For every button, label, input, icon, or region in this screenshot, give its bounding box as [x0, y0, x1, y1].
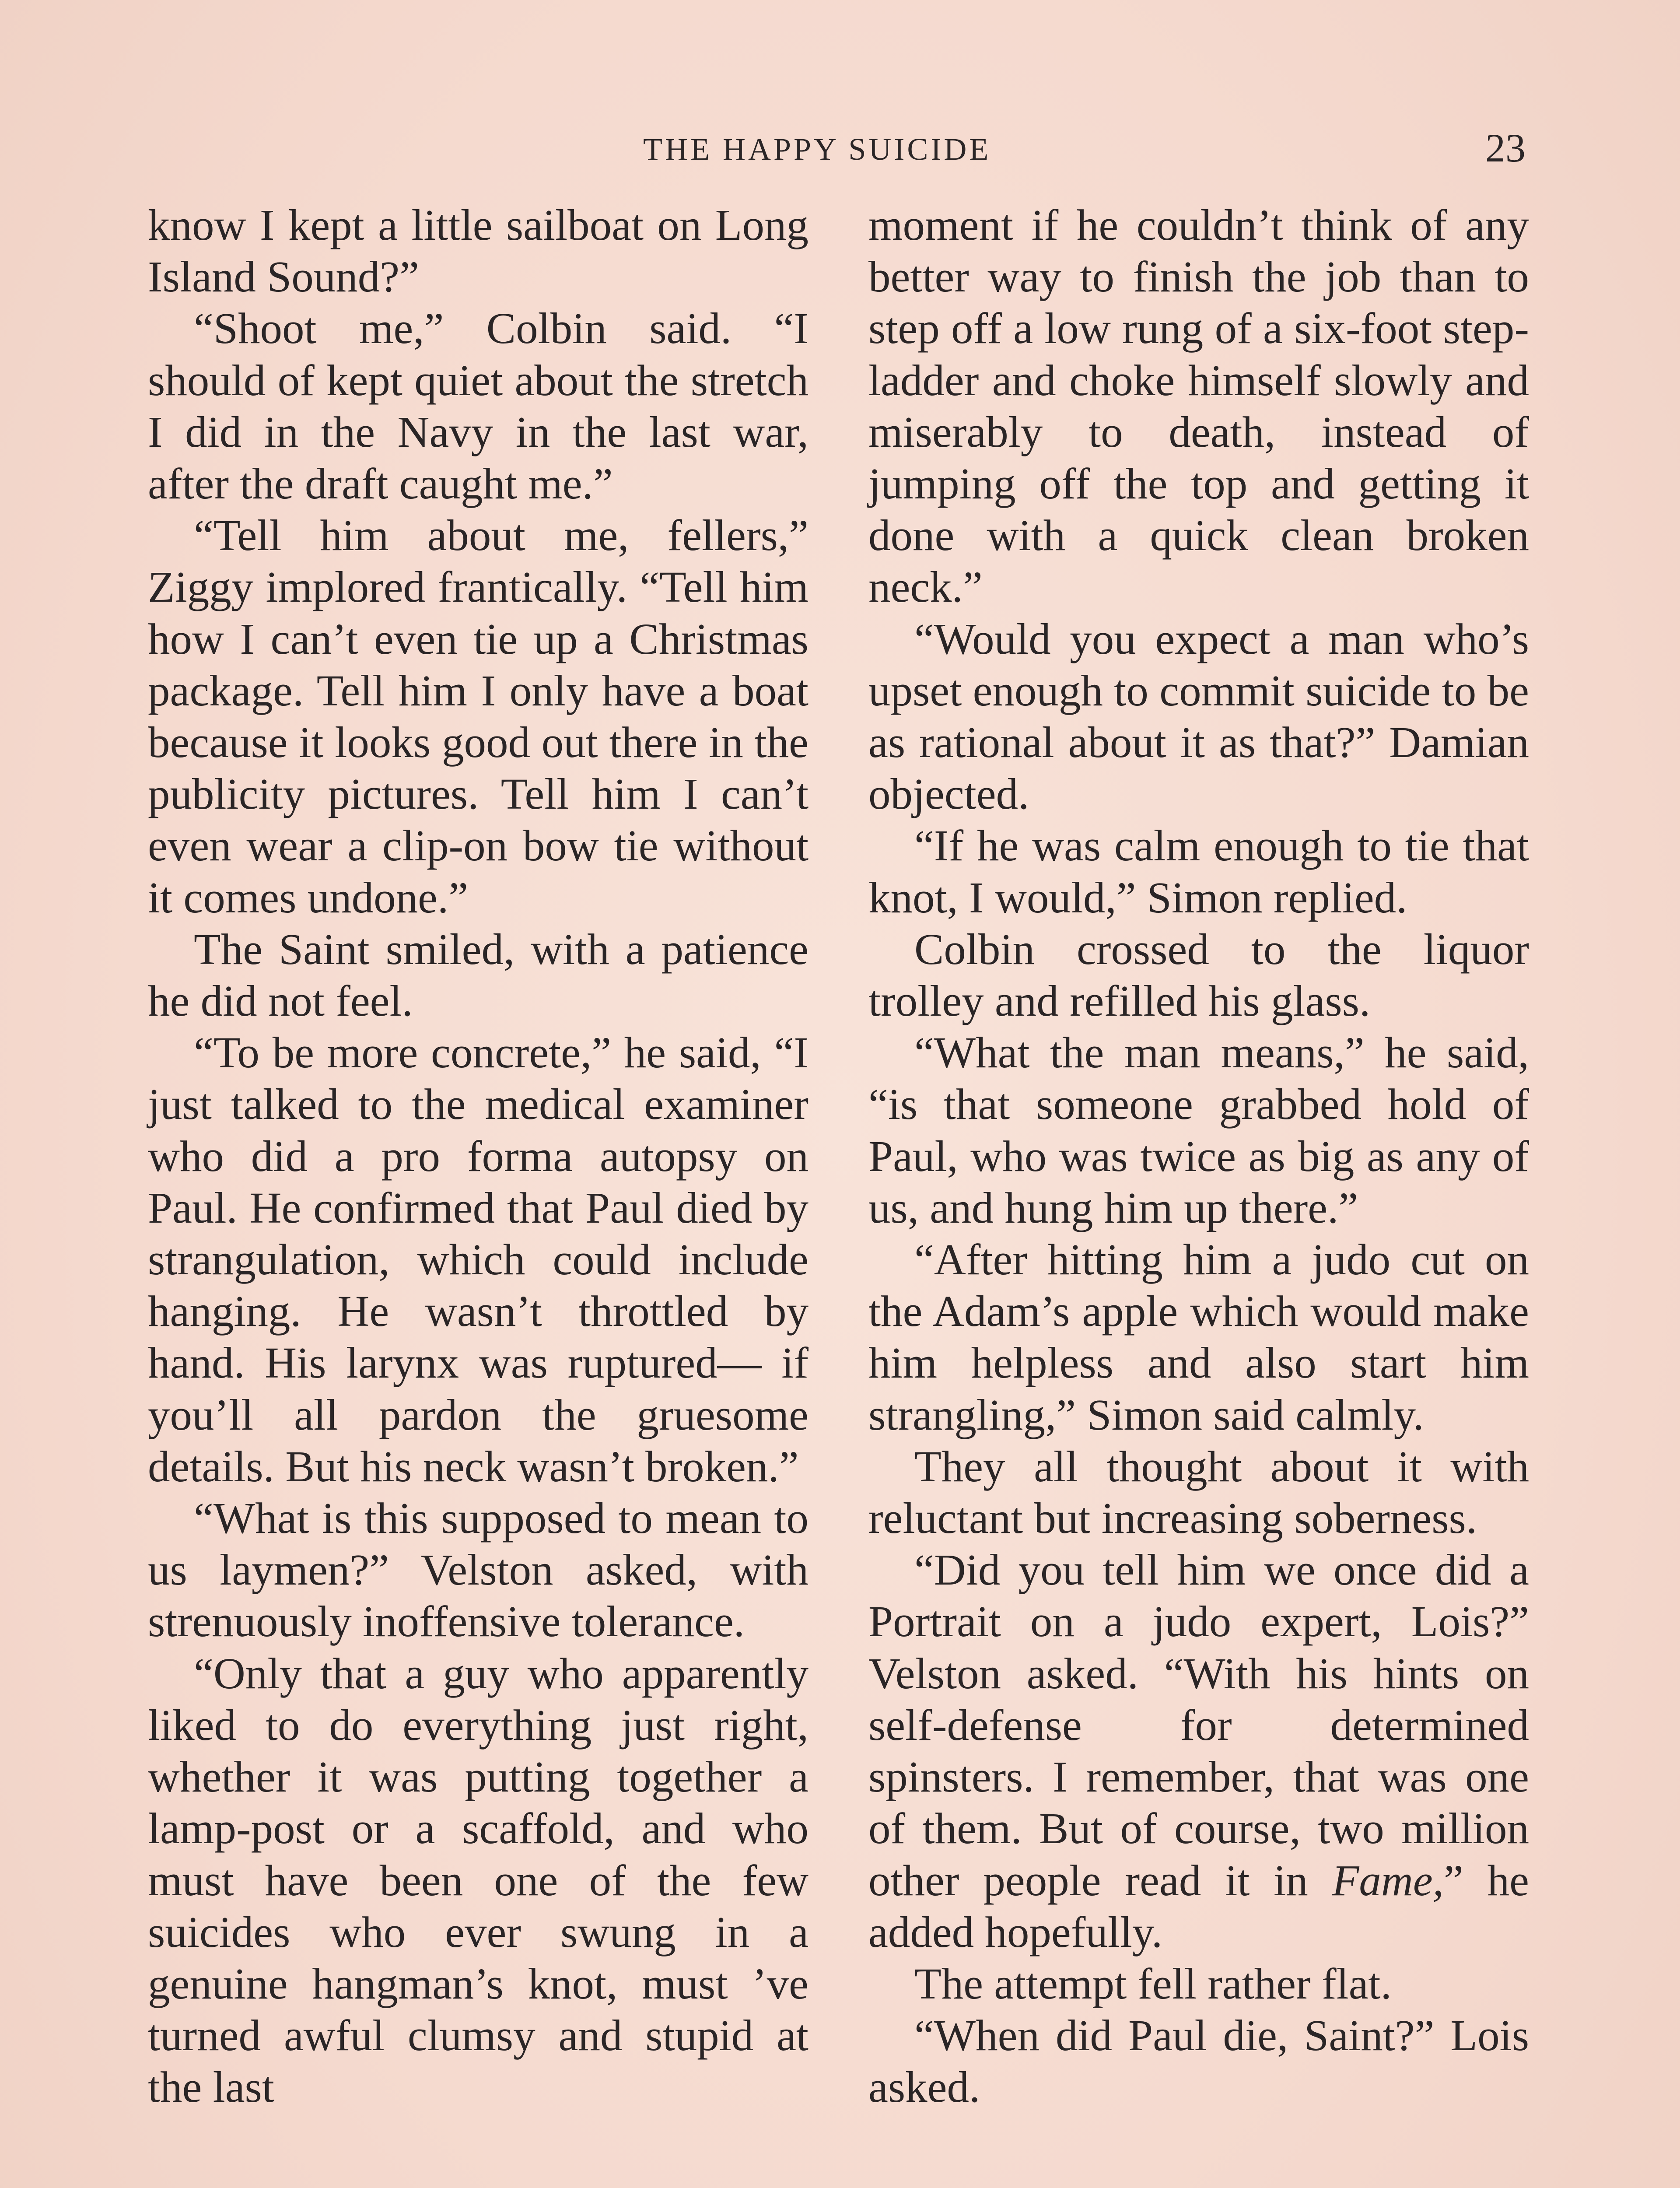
- left-column: [148, 199, 808, 2113]
- paragraph: “Shoot me,” Colbin said. “I should of kept quiet about the stretch I did in the Navy in the last war, after the draft caught me.”: [148, 304, 808, 508]
- page-number: 23: [1485, 126, 1526, 170]
- running-head: THE HAPPY SUICIDE: [643, 132, 991, 167]
- paragraph: The attempt fell rather flat.: [914, 1959, 1392, 2008]
- paragraph: “Only that a guy who apparently liked to do everything just right, whether it was putting together a lamp-post or a scaffold, and who must have been one of the few suicides who ever swung in a genuine hangman’s knot, must ’ve turned awful clumsy and stupid at the last: [148, 1648, 808, 2112]
- paragraph: [868, 1544, 1529, 1958]
- paragraph: moment if he couldn’t think of any better way to finish the job than to step off a low rung of a six-foot step-ladder and choke himself slowly and miserably to death, instead of jumping off the top and getting it done with a quick clean broken neck.”: [868, 200, 1529, 612]
- paragraph-text: ” he added hopefully.: [868, 1855, 1529, 1957]
- paragraph-text: “Did you tell him we once did a Portrait on a judo expert, Lois?” Velston asked. “With his hints on self-defense for determined spinsters. I remember, that was one of them. But of course, two million other people read it in: [868, 1545, 1529, 1905]
- paragraph: “If he was calm enough to tie that knot, I would,” Simon replied.: [868, 821, 1529, 922]
- paragraph: The Saint smiled, with a patience he did not feel.: [148, 924, 808, 1026]
- paragraph: “What the man means,” he said, “is that someone grabbed hold of Paul, who was twice as big as any of us, and hung him up there.”: [868, 1028, 1529, 1232]
- paragraph: “What is this supposed to mean to us laymen?” Velston asked, with strenuously inoffensive tolerance.: [148, 1494, 808, 1646]
- magazine-title: Fame,: [1332, 1855, 1444, 1905]
- paragraph: They all thought about it with reluctant but increasing soberness.: [868, 1441, 1529, 1543]
- right-column: [868, 199, 1529, 2113]
- paragraph: “Tell him about me, fellers,” Ziggy implored frantically. “Tell him how I can’t even tie up a Christmas package. Tell him I only have a boat because it looks good out there in the publicity pictures. Tell him I can’t even wear a clip-on bow tie without it comes undone.”: [148, 511, 808, 922]
- paragraph: “To be more concrete,” he said, “I just talked to the medical examiner who did a pro forma autopsy on Paul. He confirmed that Paul died by strangulation, which could include hanging. He wasn’t throttled by hand. His larynx was ruptured— if you’ll all pardon the gruesome details. But his neck wasn’t broken.”: [148, 1028, 808, 1491]
- paragraph: “After hitting him a judo cut on the Adam’s apple which would make him helpless and also start him strangling,” Simon said calmly.: [868, 1235, 1529, 1439]
- paragraph: “When did Paul die, Saint?” Lois asked.: [868, 2011, 1529, 2112]
- paragraph: Colbin crossed to the liquor trolley and refilled his glass.: [868, 924, 1529, 1026]
- paragraph: “Would you expect a man who’s upset enough to commit suicide to be as rational about it as that?” Damian objected.: [868, 614, 1529, 819]
- paragraph: know I kept a little sailboat on Long Island Sound?”: [148, 200, 808, 302]
